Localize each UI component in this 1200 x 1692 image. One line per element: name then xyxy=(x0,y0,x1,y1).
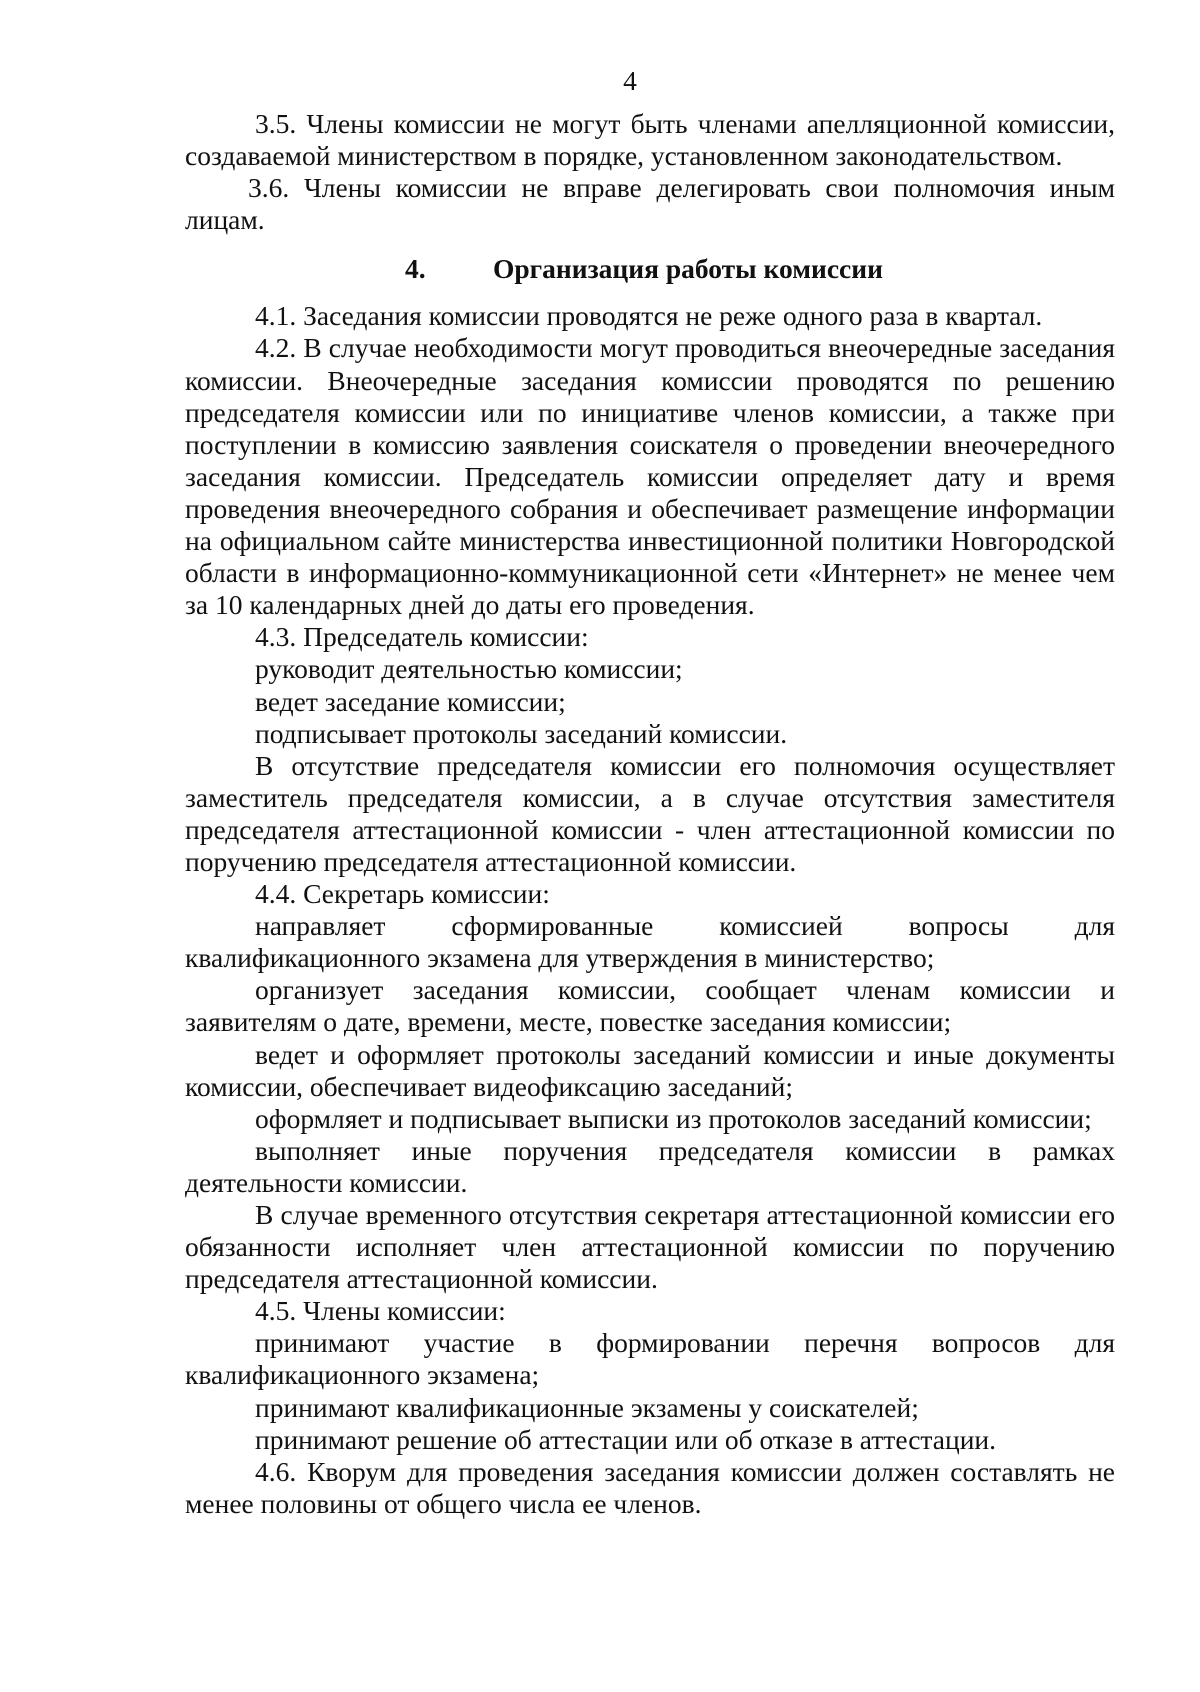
paragraph-4-6: 4.6. Кворум для проведения заседания комиссии должен составлять не менее половины от общего числа ее членов. xyxy=(185,1455,1115,1519)
list-item: ведет заседание комиссии; xyxy=(255,685,566,717)
paragraph-4-3: 4.3. Председатель комиссии: xyxy=(255,621,589,653)
paragraph-4-4: 4.4. Секретарь комиссии: xyxy=(255,878,550,910)
paragraph-3-6: 3.6. Члены комиссии не вправе делегировать свои полномочия иным лицам. xyxy=(185,172,1115,236)
paragraph-3-5: 3.5. Члены комиссии не могут быть членами апелляционной комиссии, создаваемой министерством в порядке, установленном законодательством. xyxy=(185,108,1115,172)
section-number: 4. xyxy=(405,253,426,285)
list-item: оформляет и подписывает выписки из протоколов заседаний комиссии; xyxy=(255,1102,1092,1134)
list-item: направляет сформированные комиссией вопросы для квалификационного экзамена для утверждения в министерство; xyxy=(185,910,1115,974)
list-item: принимают участие в формировании перечня вопросов для квалификационного экзамена; xyxy=(185,1327,1115,1391)
section-heading xyxy=(185,252,1115,286)
page-number: 4 xyxy=(623,65,637,96)
list-item: принимают решение об аттестации или об отказе в аттестации. xyxy=(255,1423,997,1455)
paragraph-substitute-chair: В отсутствие председателя комиссии его полномочия осуществляет заместитель председателя комиссии, а в случае отсутствия заместителя председателя аттестационной комиссии - член аттестационной комиссии по поручению председателя аттестационной комиссии. xyxy=(185,749,1115,877)
list-item: ведет и оформляет протоколы заседаний комиссии и иные документы комиссии, обеспечивает видеофиксацию заседаний; xyxy=(185,1038,1115,1102)
section-title: Организация работы комиссии xyxy=(493,253,883,285)
paragraph-substitute-secretary: В случае временного отсутствия секретаря аттестационной комиссии его обязанности исполняет член аттестационной комиссии по поручению председателя аттестационной комиссии. xyxy=(185,1199,1115,1295)
list-item: выполняет иные поручения председателя комиссии в рамках деятельности комиссии. xyxy=(185,1134,1115,1198)
list-item: подписывает протоколы заседаний комиссии. xyxy=(255,717,788,749)
list-item: принимают квалификационные экзамены у соискателей; xyxy=(255,1391,919,1423)
paragraph-4-5: 4.5. Члены комиссии: xyxy=(255,1295,506,1327)
paragraph-4-2: 4.2. В случае необходимости могут проводиться внеочередные заседания комиссии. Внеочередные заседания комиссии проводятся по решению председателя комиссии или по инициативе членов комиссии, а также при поступлении в комиссию заявления соискателя о проведении внеочередного заседания комиссии. Председатель комиссии определяет дату и время проведения внеочередного собрания и обеспечивает размещение информации на официальном сайте министерства инвестиционной политики Новгородской области в информационно-коммуникационной сети «Интернет» не менее чем за 10 календарных дней до даты его проведения. xyxy=(185,332,1115,621)
document-body xyxy=(185,108,1115,1520)
paragraph-4-1: 4.1. Заседания комиссии проводятся не реже одного раза в квартал. xyxy=(255,300,1043,332)
list-item: организует заседания комиссии, сообщает членам комиссии и заявителям о дате, времени, месте, повестке заседания комиссии; xyxy=(185,974,1115,1038)
list-item: руководит деятельностью комиссии; xyxy=(255,653,683,685)
